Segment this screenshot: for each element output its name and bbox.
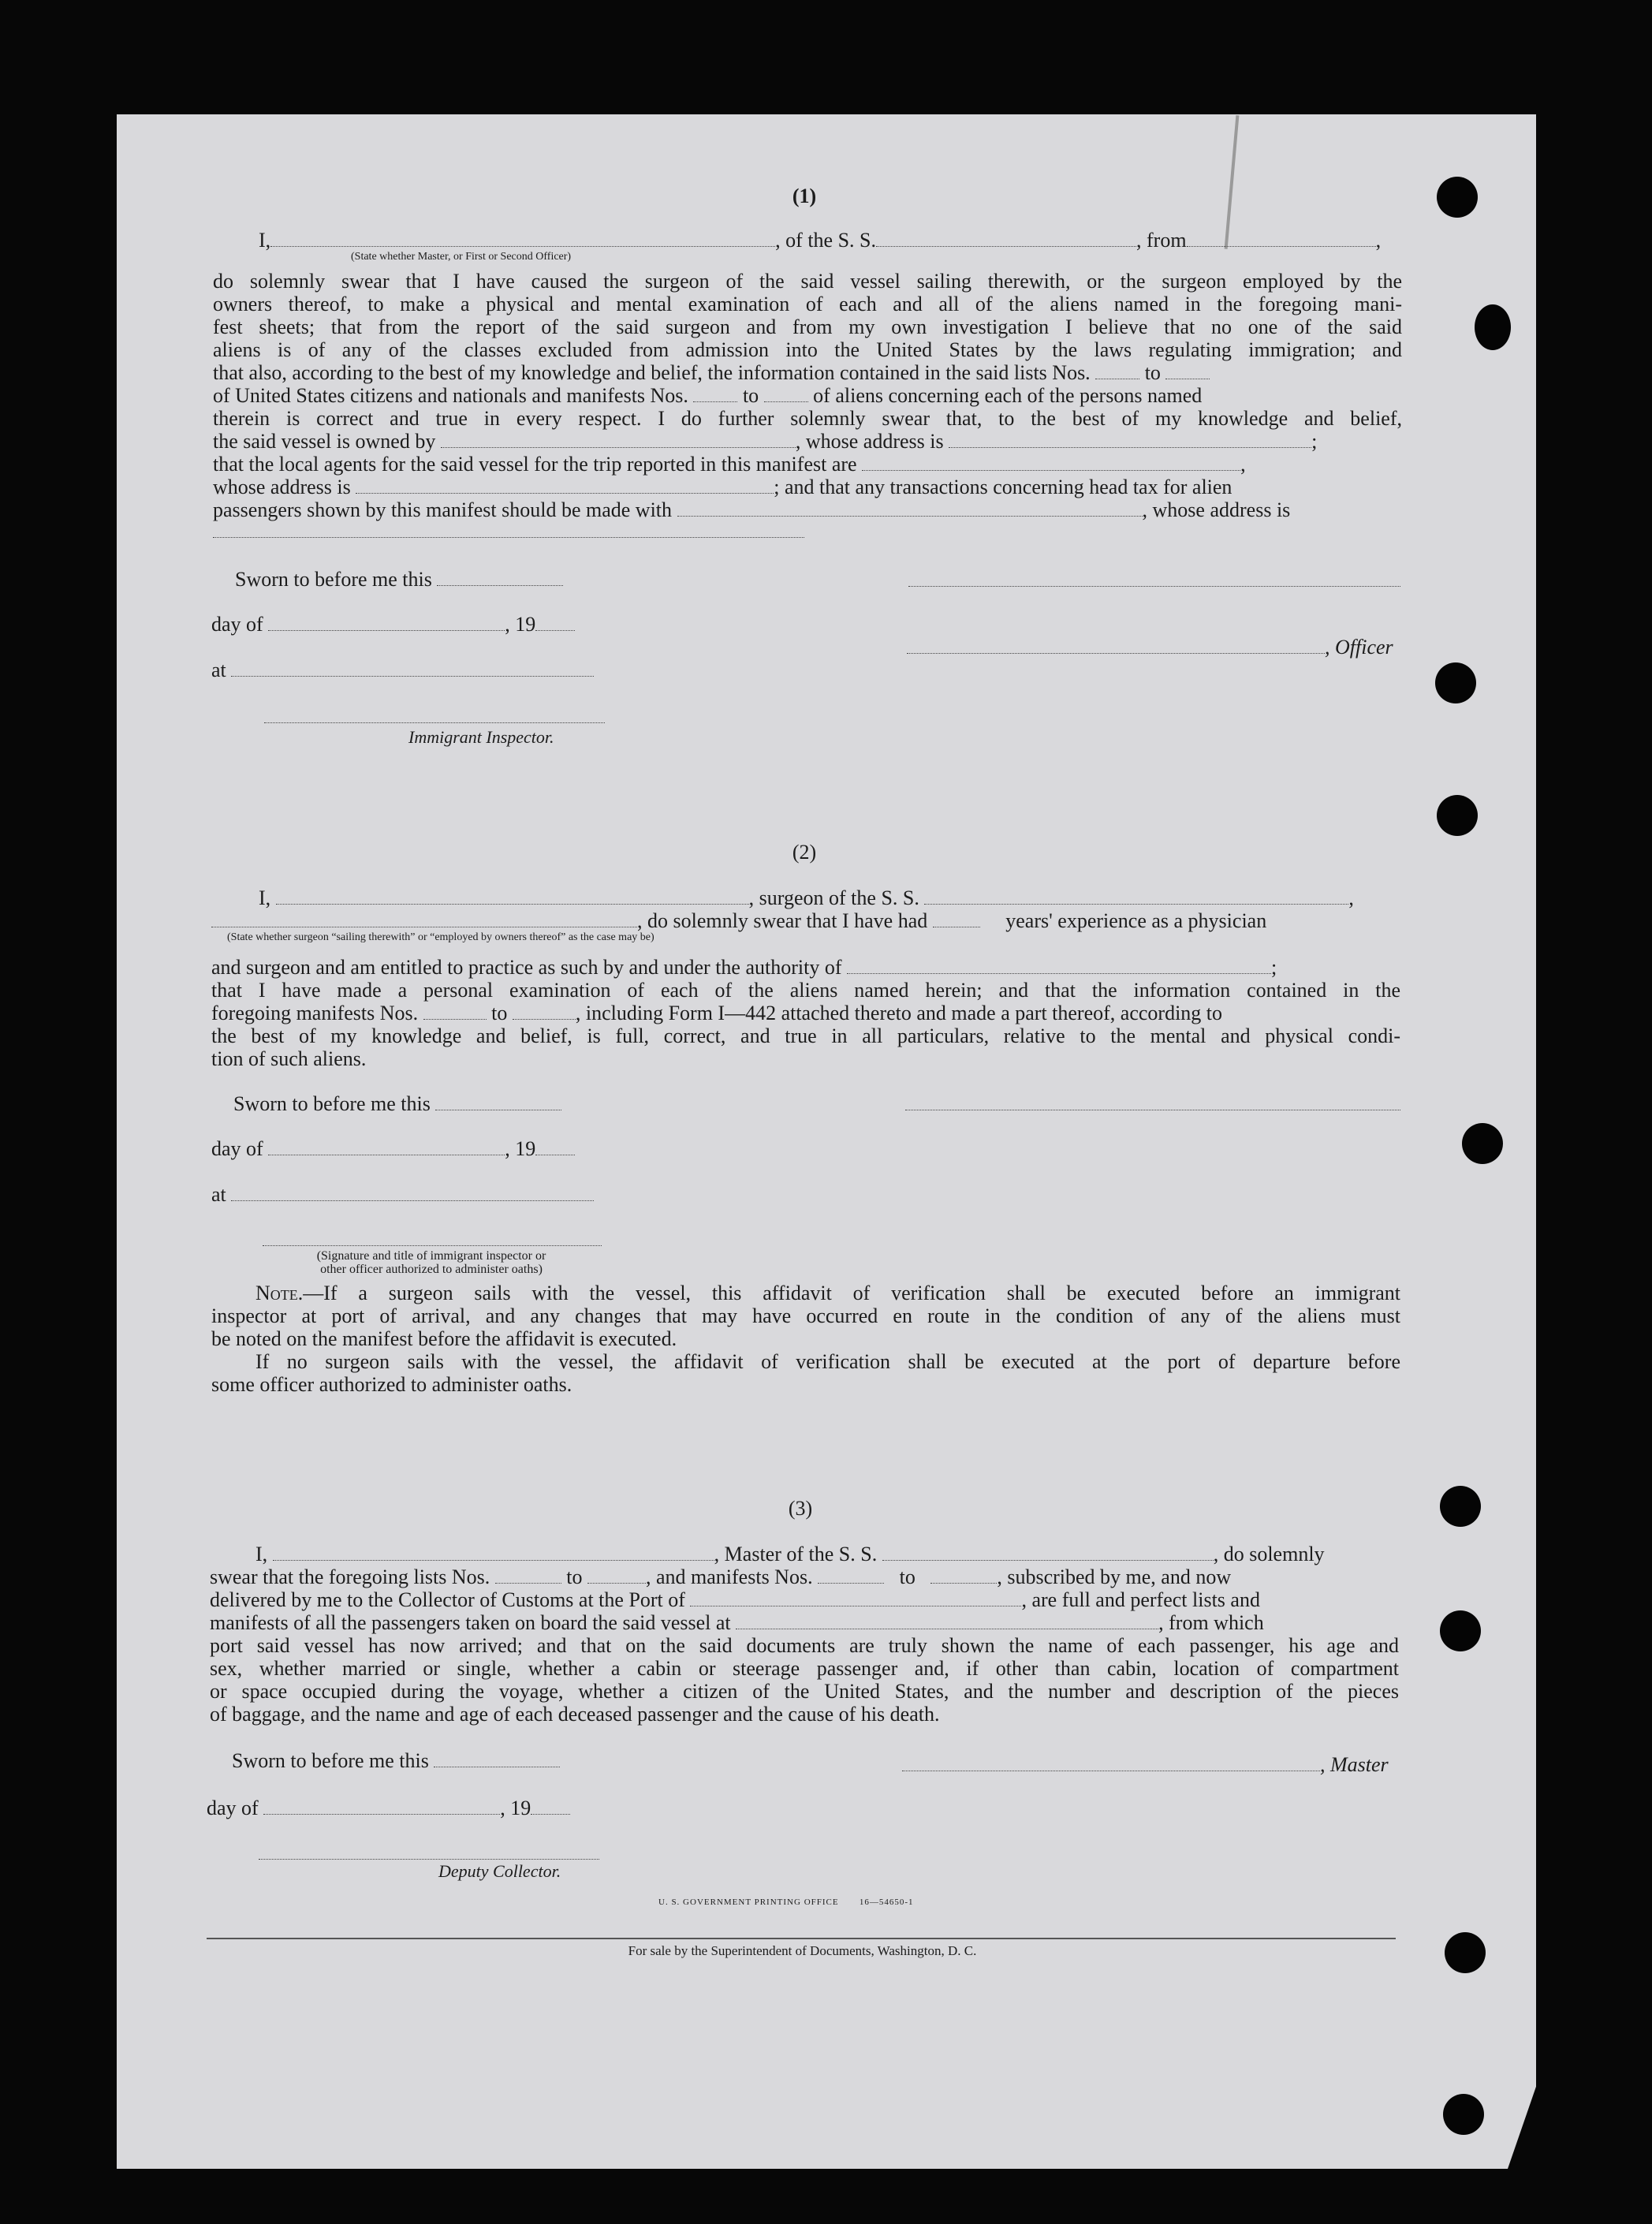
punch-hole bbox=[1443, 2094, 1484, 2135]
s1-inspector-label: Immigrant Inspector. bbox=[408, 727, 554, 747]
s1-dayof: day of , 19 bbox=[211, 613, 575, 636]
s3-text-line: port said vessel has now arrived; and that on the said documents are truly shown the name of each passenger, his age and bbox=[210, 1634, 1399, 1657]
s1-text-line: whose address is ; and that any transactions concerning head tax for alien bbox=[213, 476, 1232, 498]
s2-line1: I, , surgeon of the S. S. , bbox=[259, 886, 1354, 909]
s2-note-line: inspector at port of arrival, and any changes that may have occurred en route in the condition of any of the aliens must bbox=[211, 1304, 1400, 1327]
s1-inspector-line bbox=[264, 722, 605, 723]
punch-hole bbox=[1445, 1932, 1486, 1973]
s2-text-line: that I have made a personal examination of each of the aliens named herein; and that the information contained in the bbox=[211, 979, 1400, 1002]
s3-text-line: or space occupied during the voyage, whether a citizen of the United States, and the number and description of the pieces bbox=[210, 1680, 1399, 1703]
sale-notice: For sale by the Superintendent of Documents, Washington, D. C. bbox=[628, 1943, 977, 1958]
s1-sworn: Sworn to before me this bbox=[235, 568, 563, 591]
s1-at: at bbox=[211, 659, 594, 681]
punch-hole bbox=[1440, 1610, 1481, 1651]
s1-text-line: passengers shown by this manifest should be made with , whose address is bbox=[213, 498, 1291, 521]
s2-inspector-line bbox=[263, 1244, 602, 1246]
punch-hole bbox=[1437, 795, 1478, 836]
s3-sworn: Sworn to before me this bbox=[232, 1749, 560, 1772]
s3-dayof: day of , 19 bbox=[207, 1797, 570, 1819]
s1-text-line: fest sheets; that from the report of the said surgeon and from my own investigation I believe that no one of the said bbox=[213, 315, 1402, 338]
s1-text-line: that the local agents for the said vessel for the trip reported in this manifest are , bbox=[213, 453, 1246, 476]
section-2-number: (2) bbox=[792, 841, 817, 864]
s1-address-line bbox=[213, 536, 804, 538]
s3-text-line: of baggage, and the name and age of each deceased passenger and the cause of his death. bbox=[210, 1703, 940, 1726]
s2-at: at bbox=[211, 1183, 594, 1206]
s3-line1: I, , Master of the S. S. , do solemnly bbox=[255, 1543, 1325, 1565]
s3-text-line: swear that the foregoing lists Nos. to , and manifests Nos. to , subscribed by me, and now bbox=[210, 1565, 1232, 1588]
punch-hole bbox=[1475, 304, 1511, 350]
s1-text-line: owners thereof, to make a physical and mental examination of each and all of the aliens named in the foregoing mani- bbox=[213, 293, 1402, 315]
s3-master-line: , Master bbox=[902, 1753, 1389, 1776]
s3-text-line: delivered by me to the Collector of Customs at the Port of , are full and perfect lists and bbox=[210, 1588, 1260, 1611]
s2-note-line: some officer authorized to administer oaths. bbox=[211, 1373, 572, 1396]
footer-rule bbox=[207, 1937, 1396, 1939]
s1-text-line: the said vessel is owned by , whose address is ; bbox=[213, 430, 1318, 453]
s2-surgeon-note: (State whether surgeon “sailing therewith” or “employed by owners thereof” as the case may be) bbox=[227, 931, 654, 943]
s1-text-line: aliens is of any of the classes excluded from admission into the United States by the laws regulating immigration; and bbox=[213, 338, 1402, 361]
s2-line2: , do solemnly swear that I have had years' experience as a physician bbox=[211, 909, 1266, 932]
s3-text-line: manifests of all the passengers taken on board the said vessel at , from which bbox=[210, 1611, 1264, 1634]
s2-note-line: be noted on the manifest before the affidavit is executed. bbox=[211, 1327, 677, 1350]
s2-text-line: the best of my knowledge and belief, is full, correct, and true in all particulars, relative to the mental and physical condi- bbox=[211, 1024, 1400, 1047]
s2-dayof: day of , 19 bbox=[211, 1137, 575, 1160]
s2-text-line: foregoing manifests Nos. to , including Form I—442 attached thereto and made a part thereof, according to bbox=[211, 1002, 1223, 1024]
s2-signature-note bbox=[270, 1249, 593, 1276]
s1-text-line: of United States citizens and nationals and manifests Nos. to of aliens concerning each of the persons named bbox=[213, 384, 1203, 407]
s1-text-line: therein is correct and true in every respect. I do further solemnly swear that, to the best of my knowledge and belief, bbox=[213, 407, 1402, 430]
punch-hole bbox=[1462, 1123, 1503, 1164]
s1-line1: I, , of the S. S. , from , bbox=[259, 229, 1382, 252]
printing-office: U. S. GOVERNMENT PRINTING OFFICE 16—54650-1 bbox=[658, 1897, 914, 1907]
s1-officer-note: (State whether Master, or First or Second Officer) bbox=[351, 251, 572, 263]
s1-text-line: do solemnly swear that I have caused the surgeon of the said vessel sailing therewith, or the surgeon employed by the bbox=[213, 270, 1402, 293]
s2-surgeon-signature-line bbox=[905, 1109, 1400, 1110]
s1-officer-signature-line bbox=[908, 585, 1400, 587]
s3-text-line: sex, whether married or single, whether a cabin or steerage passenger and, if other than cabin, location of compartment bbox=[210, 1657, 1399, 1680]
s2-text-line: tion of such aliens. bbox=[211, 1047, 367, 1070]
s2-signature-note-line: (Signature and title of immigrant inspector or bbox=[316, 1249, 546, 1263]
s2-note-line: Note.—If a surgeon sails with the vessel, this affidavit of verification shall be executed before an immigrant bbox=[255, 1282, 1400, 1304]
section-1-number: (1) bbox=[792, 185, 817, 207]
punch-hole bbox=[1440, 1486, 1481, 1527]
s3-collector-label: Deputy Collector. bbox=[438, 1861, 561, 1881]
section-3-number: (3) bbox=[788, 1497, 813, 1520]
s2-signature-note-line: other officer authorized to administer oaths) bbox=[320, 1263, 543, 1276]
s2-text-line: and surgeon and am entitled to practice as such by and under the authority of ; bbox=[211, 956, 1277, 979]
punch-hole bbox=[1437, 177, 1478, 218]
s2-note-line: If no surgeon sails with the vessel, the affidavit of verification shall be executed at the port of departure before bbox=[255, 1350, 1400, 1373]
punch-hole bbox=[1435, 662, 1476, 703]
s1-officer-line: , Officer bbox=[907, 636, 1393, 659]
s2-sworn: Sworn to before me this bbox=[233, 1092, 561, 1115]
s1-text-line: that also, according to the best of my knowledge and belief, the information contained in the said lists Nos. to bbox=[213, 361, 1210, 384]
